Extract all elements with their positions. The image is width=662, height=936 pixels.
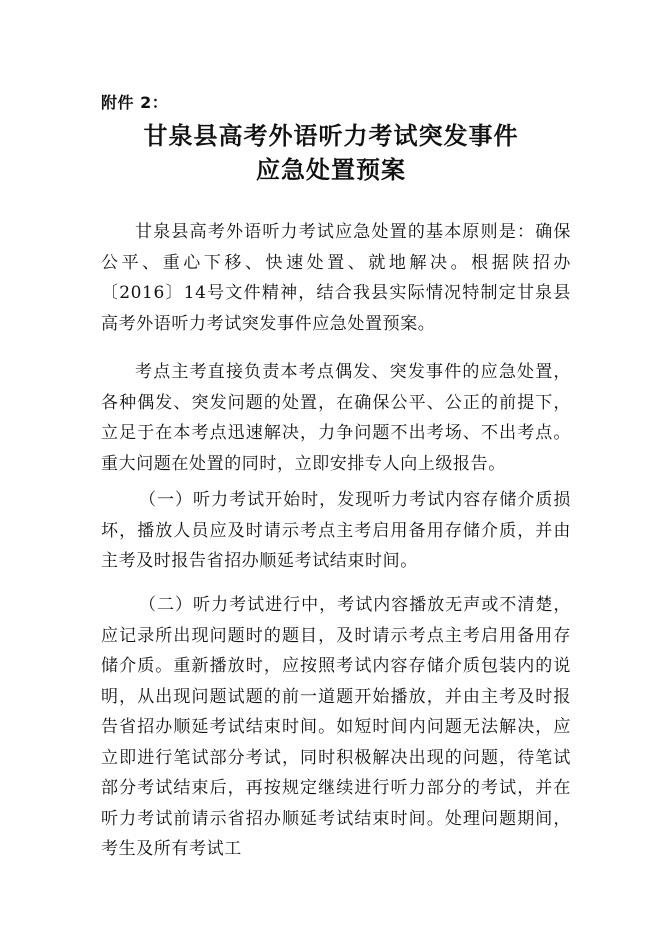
- paragraph-principles: 甘泉县高考外语听力考试应急处置的基本原则是：确保公平、重心下移、快速处置、就地解决。根据陕招办〔2016〕14号文件精神，结合我县实际情况特制定甘泉县高考外语听力考试突发事件应急处置预案。: [101, 222, 571, 334]
- attachment-label: 附件 2：: [101, 93, 169, 112]
- paragraph-item-1: （一）听力考试开始时，发现听力考试内容存储介质损坏，播放人员应及时请示考点主考启用备用存储介质，并由主考及时报告省招办顺延考试结束时间。: [101, 490, 571, 571]
- paragraph-responsibility: 考点主考直接负责本考点偶发、突发事件的应急处置，各种偶发、突发问题的处置，在确保公平、公正的前提下，立足于在本考点迅速解决，力争问题不出考场、不出考点。重大问题在处置的同时，立即安排专人向上级报告。: [101, 362, 571, 474]
- document-title-line-1: 甘泉县高考外语听力考试突发事件: [143, 121, 519, 150]
- document-title-line-2: 应急处置预案: [256, 155, 406, 184]
- paragraph-item-2: （二）听力考试进行中，考试内容播放无声或不清楚，应记录所出现问题时的题目，及时请示考点主考启用备用存储介质。重新播放时，应按照考试内容存储介质包装内的说明，从出现问题试题的前一道题开始播放，并由主考及时报告省招办顺延考试结束时间。如短时间内问题无法解决，应立即进行笔试部分考试，同时积极解决出现的问题，待笔试部分考试结束后，再按规定继续进行听力部分的考试，并在听力考试前请示省招办顺延考试结束时间。处理问题期间，考生及所有考试工: [101, 595, 571, 859]
